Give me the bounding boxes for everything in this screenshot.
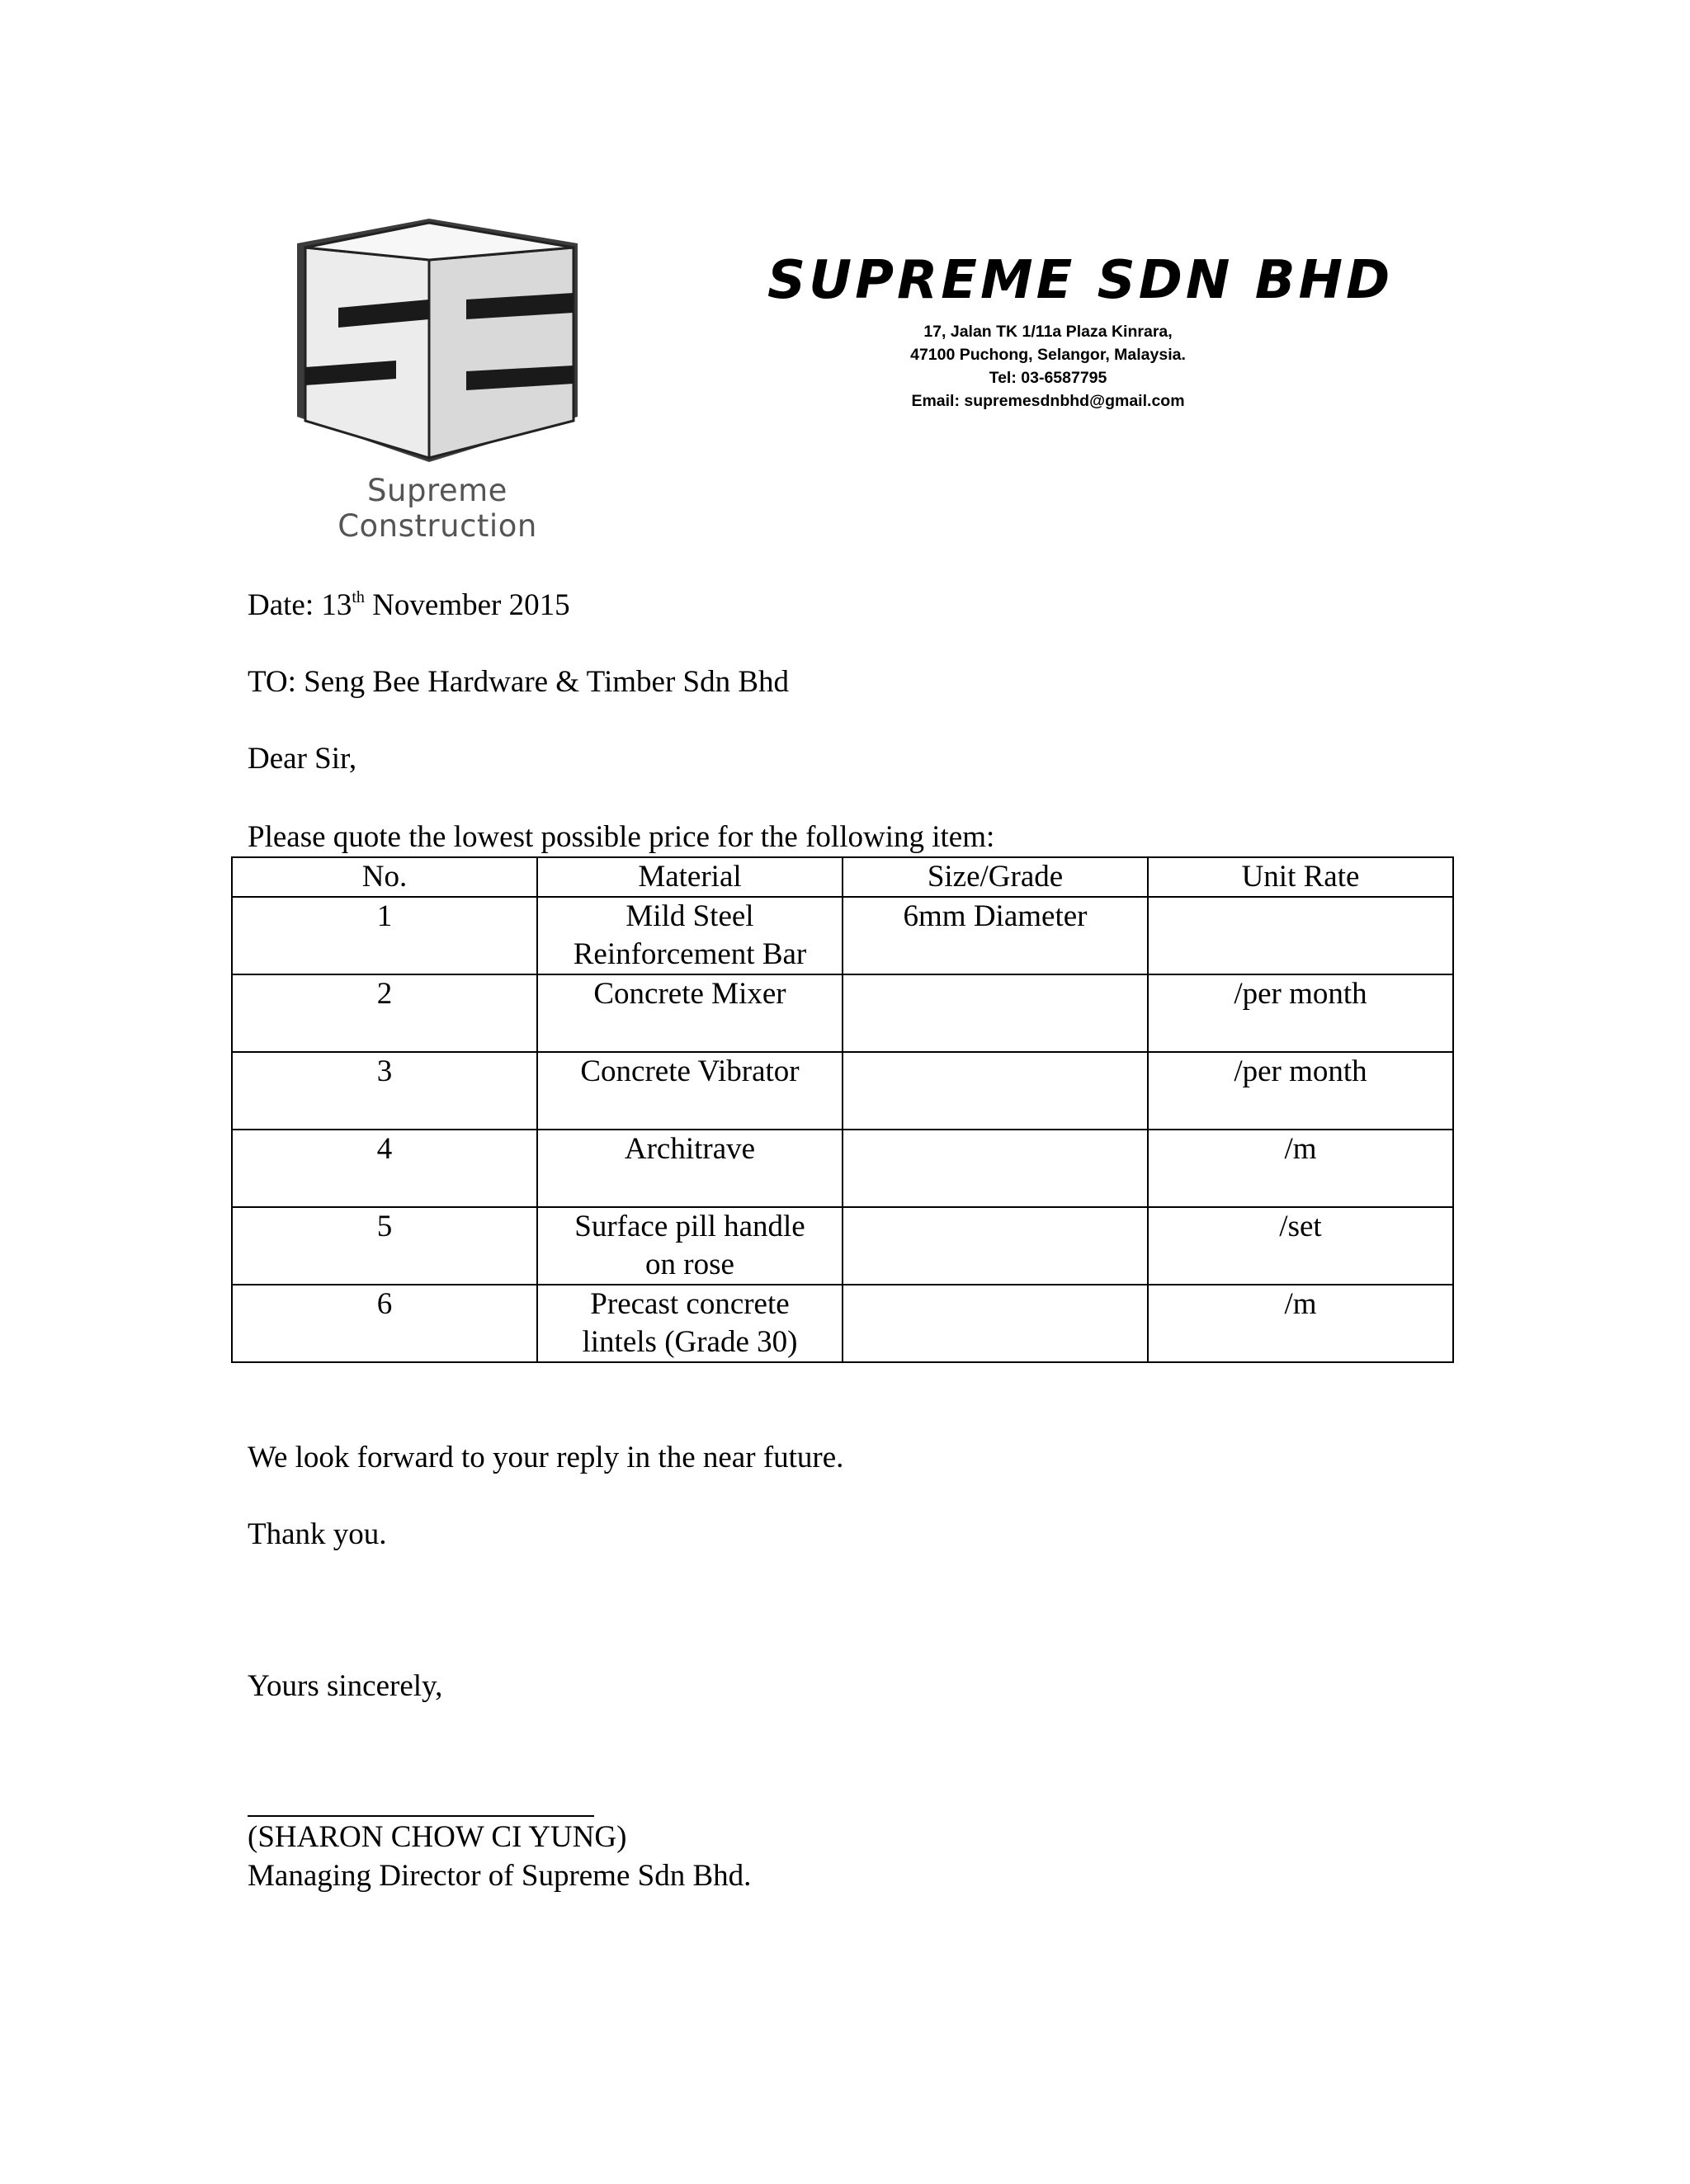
sc-cube-logo-icon — [264, 210, 611, 466]
cell-material: Mild Steel Reinforcement Bar — [537, 897, 843, 974]
cell-material: Concrete Vibrator — [537, 1052, 843, 1130]
cell-size — [843, 1052, 1148, 1130]
cell-rate: /m — [1148, 1285, 1453, 1362]
cell-material: Concrete Mixer — [537, 974, 843, 1052]
cell-rate — [1148, 897, 1453, 974]
letter-date: Date: 13th November 2015 — [248, 588, 570, 622]
cell-material: Architrave — [537, 1130, 843, 1207]
header-no: No. — [232, 857, 537, 897]
signer-title: Managing Director of Supreme Sdn Bhd. — [248, 1859, 752, 1893]
address-line-1: 17, Jalan TK 1/11a Plaza Kinrara, — [923, 323, 1173, 341]
company-name: SUPREME SDN BHD — [767, 250, 1394, 311]
table-row — [232, 1207, 1453, 1285]
cell-no: 6 — [232, 1285, 537, 1362]
cell-size — [843, 974, 1148, 1052]
header-material: Material — [537, 857, 843, 897]
signature-line — [248, 1815, 594, 1817]
logo-caption: Supreme Construction — [338, 473, 537, 544]
company-header — [767, 248, 1394, 413]
signer-name: (SHARON CHOW CI YUNG) — [248, 1820, 627, 1854]
table-row — [232, 974, 1453, 1052]
header-unit-rate: Unit Rate — [1148, 857, 1453, 897]
table-header-row — [232, 857, 1453, 897]
letter-closing-1: We look forward to your reply in the near future. — [248, 1441, 844, 1474]
quotation-table — [231, 856, 1454, 1363]
letter-request: Please quote the lowest possible price for the following item: — [248, 820, 995, 854]
header-size-grade: Size/Grade — [843, 857, 1148, 897]
cell-rate: /per month — [1148, 974, 1453, 1052]
cell-material: Surface pill handle on rose — [537, 1207, 843, 1285]
company-logo — [264, 210, 611, 544]
cell-size: 6mm Diameter — [843, 897, 1148, 974]
table-row — [232, 897, 1453, 974]
address-line-2: 47100 Puchong, Selangor, Malaysia. — [910, 346, 1186, 364]
table-row — [232, 1285, 1453, 1362]
letter-salutation: Dear Sir, — [248, 742, 357, 776]
email: Email: supremesdnbhd@gmail.com — [911, 392, 1185, 410]
company-contact — [875, 320, 1221, 413]
cell-no: 3 — [232, 1052, 537, 1130]
letter-closing-2: Thank you. — [248, 1517, 387, 1551]
cell-no: 2 — [232, 974, 537, 1052]
cell-no: 4 — [232, 1130, 537, 1207]
cell-no: 5 — [232, 1207, 537, 1285]
cell-size — [843, 1130, 1148, 1207]
telephone: Tel: 03-6587795 — [989, 369, 1107, 387]
letter-signoff: Yours sincerely, — [248, 1669, 443, 1703]
cell-size — [843, 1285, 1148, 1362]
cell-no: 1 — [232, 897, 537, 974]
table-row — [232, 1130, 1453, 1207]
cell-rate: /set — [1148, 1207, 1453, 1285]
cell-rate: /m — [1148, 1130, 1453, 1207]
cell-rate: /per month — [1148, 1052, 1453, 1130]
letter-recipient: TO: Seng Bee Hardware & Timber Sdn Bhd — [248, 665, 790, 699]
cell-material: Precast concrete lintels (Grade 30) — [537, 1285, 843, 1362]
cell-size — [843, 1207, 1148, 1285]
table-row — [232, 1052, 1453, 1130]
